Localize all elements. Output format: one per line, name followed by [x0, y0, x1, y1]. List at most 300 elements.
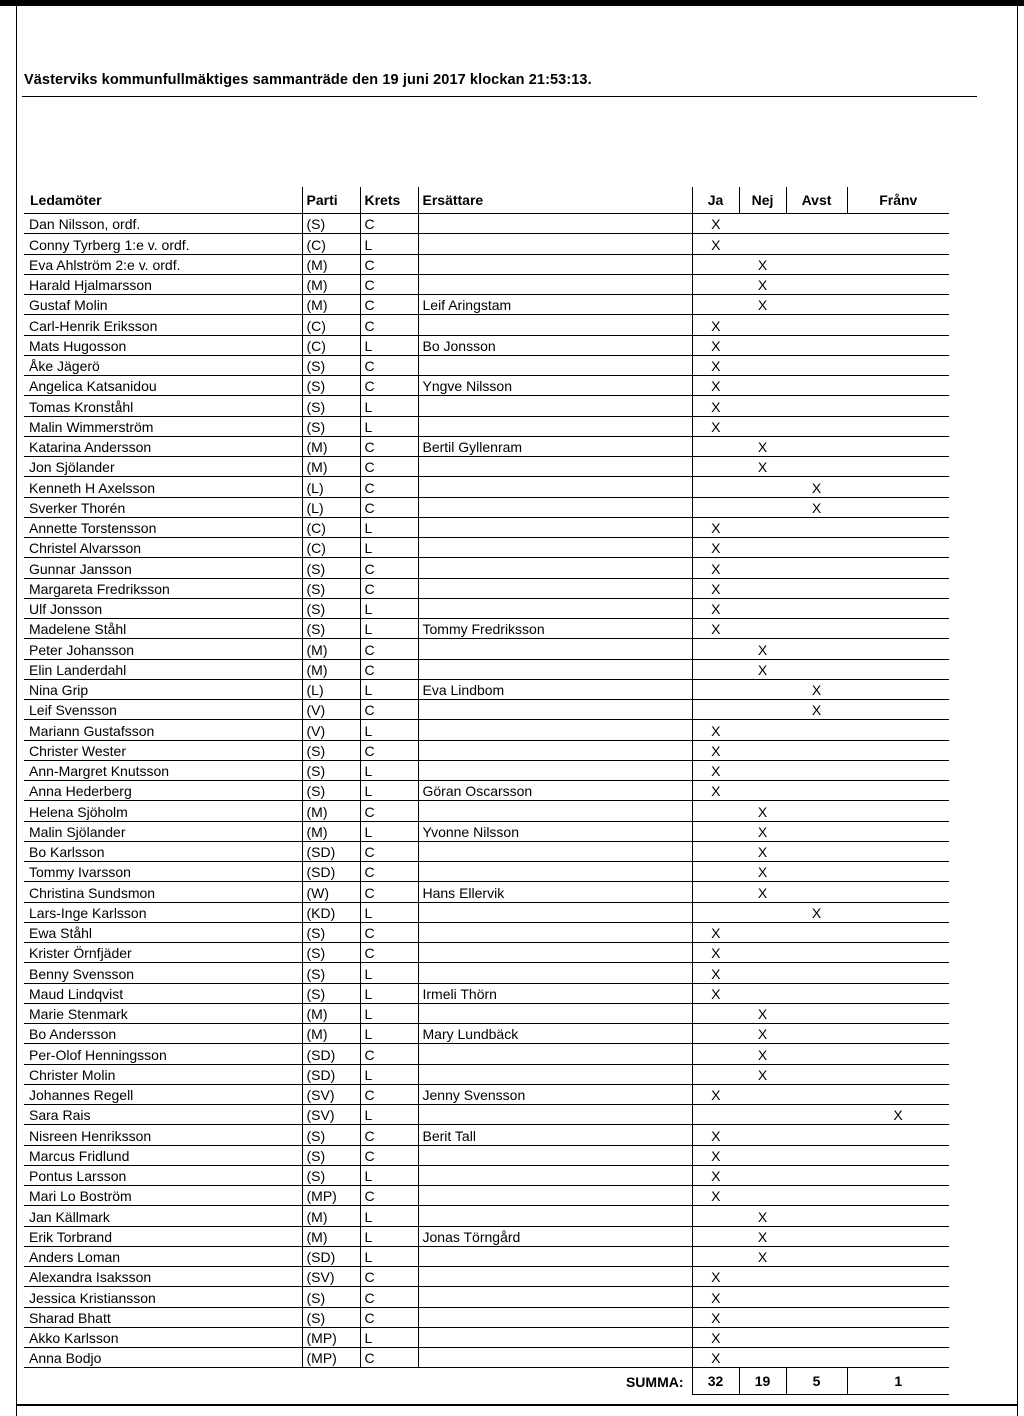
- vote-nej-cell: X: [739, 841, 786, 861]
- vote-avst-cell: [786, 882, 847, 902]
- member-party: (C): [302, 234, 360, 254]
- member-krets: C: [360, 254, 418, 274]
- member-party: (C): [302, 315, 360, 335]
- member-party: (S): [302, 1145, 360, 1165]
- vote-avst-cell: [786, 1084, 847, 1104]
- table-row: [24, 760, 949, 780]
- member-party: (S): [302, 781, 360, 801]
- member-party: (M): [302, 436, 360, 456]
- vote-avst-cell: [786, 335, 847, 355]
- member-name: Christer Wester: [24, 740, 302, 760]
- member-party: (M): [302, 254, 360, 274]
- vote-avst-cell: [786, 416, 847, 436]
- table-row: [24, 1024, 949, 1044]
- vote-avst-cell: X: [786, 679, 847, 699]
- member-name: Bo Andersson: [24, 1024, 302, 1044]
- vote-nej-cell: X: [739, 1246, 786, 1266]
- member-name: Carl-Henrik Eriksson: [24, 315, 302, 335]
- vote-avst-cell: [786, 1165, 847, 1185]
- table-row: [24, 355, 949, 375]
- member-krets: L: [360, 720, 418, 740]
- member-substitute: Leif Aringstam: [418, 295, 692, 315]
- member-party: (M): [302, 659, 360, 679]
- vote-franv-cell: [847, 578, 949, 598]
- member-name: Mats Hugosson: [24, 335, 302, 355]
- table-row: [24, 1287, 949, 1307]
- vote-franv-cell: [847, 801, 949, 821]
- member-party: (MP): [302, 1348, 360, 1368]
- member-substitute: [418, 1348, 692, 1368]
- vote-nej-cell: X: [739, 1024, 786, 1044]
- member-krets: L: [360, 760, 418, 780]
- member-party: (V): [302, 700, 360, 720]
- vote-nej-cell: [739, 234, 786, 254]
- member-party: (M): [302, 1003, 360, 1023]
- vote-franv-cell: [847, 254, 949, 274]
- member-name: Anna Hederberg: [24, 781, 302, 801]
- header-name: Ledamöter: [24, 187, 302, 214]
- member-krets: L: [360, 335, 418, 355]
- vote-avst-cell: [786, 1186, 847, 1206]
- vote-ja-cell: [692, 1064, 739, 1084]
- member-substitute: [418, 639, 692, 659]
- vote-ja-cell: [692, 639, 739, 659]
- vote-franv-cell: [847, 274, 949, 294]
- vote-avst-cell: [786, 619, 847, 639]
- member-name: Johannes Regell: [24, 1084, 302, 1104]
- vote-avst-cell: X: [786, 497, 847, 517]
- vote-franv-cell: [847, 396, 949, 416]
- vote-ja-cell: X: [692, 1165, 739, 1185]
- member-substitute: [418, 1165, 692, 1185]
- vote-ja-cell: [692, 1246, 739, 1266]
- vote-franv-cell: [847, 922, 949, 942]
- vote-avst-cell: [786, 1287, 847, 1307]
- member-name: Dan Nilsson, ordf.: [24, 214, 302, 234]
- vote-ja-cell: X: [692, 619, 739, 639]
- vote-nej-cell: X: [739, 295, 786, 315]
- member-substitute: [418, 558, 692, 578]
- vote-avst-cell: [786, 1348, 847, 1368]
- vote-nej-cell: X: [739, 1206, 786, 1226]
- member-name: Anders Loman: [24, 1246, 302, 1266]
- vote-franv-cell: [847, 1307, 949, 1327]
- vote-avst-cell: [786, 295, 847, 315]
- vote-nej-cell: [739, 497, 786, 517]
- summary-label: SUMMA:: [625, 1373, 684, 1390]
- table-row: [24, 1125, 949, 1145]
- vote-franv-cell: [847, 983, 949, 1003]
- member-substitute: [418, 1246, 692, 1266]
- member-krets: C: [360, 1145, 418, 1165]
- table-row: [24, 882, 949, 902]
- member-krets: C: [360, 882, 418, 902]
- vote-nej-cell: [739, 396, 786, 416]
- member-krets: L: [360, 983, 418, 1003]
- member-krets: C: [360, 315, 418, 335]
- member-name: Jessica Kristiansson: [24, 1287, 302, 1307]
- member-krets: L: [360, 1206, 418, 1226]
- vote-ja-cell: [692, 436, 739, 456]
- member-substitute: [418, 274, 692, 294]
- vote-franv-cell: [847, 416, 949, 436]
- member-substitute: [418, 538, 692, 558]
- member-krets: C: [360, 700, 418, 720]
- vote-nej-cell: X: [739, 639, 786, 659]
- table-row: [24, 983, 949, 1003]
- member-party: (SV): [302, 1084, 360, 1104]
- member-name: Pontus Larsson: [24, 1165, 302, 1185]
- vote-ja-cell: X: [692, 315, 739, 335]
- member-party: (M): [302, 821, 360, 841]
- summary-nej: 19: [739, 1368, 786, 1395]
- vote-ja-cell: X: [692, 922, 739, 942]
- vote-avst-cell: [786, 396, 847, 416]
- vote-nej-cell: [739, 922, 786, 942]
- member-party: (S): [302, 376, 360, 396]
- member-krets: L: [360, 821, 418, 841]
- member-name: Marcus Fridlund: [24, 1145, 302, 1165]
- member-name: Tommy Ivarsson: [24, 862, 302, 882]
- table-row: [24, 821, 949, 841]
- vote-ja-cell: [692, 274, 739, 294]
- member-name: Angelica Katsanidou: [24, 376, 302, 396]
- vote-nej-cell: [739, 376, 786, 396]
- vote-nej-cell: [739, 1186, 786, 1206]
- member-name: Jan Källmark: [24, 1206, 302, 1226]
- member-substitute: [418, 1186, 692, 1206]
- member-name: Sara Rais: [24, 1105, 302, 1125]
- vote-avst-cell: [786, 558, 847, 578]
- vote-franv-cell: [847, 862, 949, 882]
- member-krets: C: [360, 558, 418, 578]
- vote-avst-cell: [786, 1267, 847, 1287]
- vote-franv-cell: [847, 497, 949, 517]
- member-party: (SV): [302, 1105, 360, 1125]
- vote-nej-cell: [739, 1307, 786, 1327]
- member-krets: L: [360, 1327, 418, 1347]
- table-row: [24, 1105, 949, 1125]
- table-row: [24, 841, 949, 861]
- vote-franv-cell: [847, 1267, 949, 1287]
- vote-ja-cell: X: [692, 1125, 739, 1145]
- vote-avst-cell: [786, 740, 847, 760]
- member-substitute: [418, 700, 692, 720]
- member-substitute: Mary Lundbäck: [418, 1024, 692, 1044]
- member-krets: L: [360, 1226, 418, 1246]
- member-name: Annette Torstensson: [24, 517, 302, 537]
- member-substitute: [418, 396, 692, 416]
- vote-nej-cell: [739, 983, 786, 1003]
- member-party: (S): [302, 983, 360, 1003]
- member-substitute: [418, 963, 692, 983]
- member-krets: L: [360, 1003, 418, 1023]
- member-krets: C: [360, 436, 418, 456]
- header-franv: Frånv: [847, 187, 949, 214]
- vote-franv-cell: [847, 1165, 949, 1185]
- vote-ja-cell: [692, 477, 739, 497]
- member-party: (S): [302, 396, 360, 416]
- member-party: (C): [302, 335, 360, 355]
- member-party: (M): [302, 1206, 360, 1226]
- vote-ja-cell: X: [692, 355, 739, 375]
- member-party: (M): [302, 457, 360, 477]
- vote-ja-cell: X: [692, 214, 739, 234]
- member-krets: L: [360, 902, 418, 922]
- member-name: Erik Torbrand: [24, 1226, 302, 1246]
- member-krets: C: [360, 214, 418, 234]
- vote-franv-cell: [847, 1246, 949, 1266]
- vote-nej-cell: [739, 1145, 786, 1165]
- member-name: Margareta Fredriksson: [24, 578, 302, 598]
- member-substitute: [418, 517, 692, 537]
- vote-nej-cell: [739, 578, 786, 598]
- member-party: (C): [302, 517, 360, 537]
- table-row: [24, 619, 949, 639]
- vote-avst-cell: X: [786, 902, 847, 922]
- vote-ja-cell: [692, 821, 739, 841]
- member-krets: C: [360, 1348, 418, 1368]
- member-name: Gunnar Jansson: [24, 558, 302, 578]
- vote-nej-cell: X: [739, 659, 786, 679]
- member-name: Sharad Bhatt: [24, 1307, 302, 1327]
- vote-nej-cell: [739, 1348, 786, 1368]
- member-party: (S): [302, 922, 360, 942]
- vote-avst-cell: [786, 781, 847, 801]
- member-name: Sverker Thorén: [24, 497, 302, 517]
- member-substitute: [418, 1206, 692, 1226]
- member-name: Ulf Jonsson: [24, 598, 302, 618]
- member-krets: L: [360, 963, 418, 983]
- member-party: (L): [302, 477, 360, 497]
- table-row: [24, 1084, 949, 1104]
- vote-ja-cell: [692, 882, 739, 902]
- member-krets: L: [360, 1165, 418, 1185]
- header-row: [24, 187, 949, 214]
- member-party: (M): [302, 639, 360, 659]
- member-name: Christina Sundsmon: [24, 882, 302, 902]
- table-row: [24, 517, 949, 537]
- member-name: Gustaf Molin: [24, 295, 302, 315]
- member-krets: C: [360, 1084, 418, 1104]
- member-krets: L: [360, 619, 418, 639]
- member-party: (S): [302, 1165, 360, 1185]
- vote-ja-cell: [692, 862, 739, 882]
- table-row: [24, 396, 949, 416]
- member-krets: C: [360, 740, 418, 760]
- summary-avst: 5: [786, 1368, 847, 1395]
- vote-ja-cell: X: [692, 1327, 739, 1347]
- member-krets: C: [360, 1044, 418, 1064]
- table-row: [24, 740, 949, 760]
- vote-nej-cell: [739, 315, 786, 335]
- member-party: (SD): [302, 1044, 360, 1064]
- member-substitute: [418, 1145, 692, 1165]
- vote-franv-cell: [847, 355, 949, 375]
- member-party: (M): [302, 1024, 360, 1044]
- vote-avst-cell: [786, 538, 847, 558]
- member-name: Mari Lo Boström: [24, 1186, 302, 1206]
- member-name: Peter Johansson: [24, 639, 302, 659]
- table-row: [24, 1145, 949, 1165]
- vote-avst-cell: [786, 841, 847, 861]
- member-name: Jon Sjölander: [24, 457, 302, 477]
- vote-franv-cell: [847, 234, 949, 254]
- vote-nej-cell: X: [739, 436, 786, 456]
- vote-franv-cell: [847, 659, 949, 679]
- vote-ja-cell: [692, 457, 739, 477]
- vote-franv-cell: [847, 1186, 949, 1206]
- table-row: [24, 538, 949, 558]
- member-party: (V): [302, 720, 360, 740]
- table-row: [24, 376, 949, 396]
- table-row: [24, 295, 949, 315]
- member-krets: C: [360, 295, 418, 315]
- member-party: (W): [302, 882, 360, 902]
- member-substitute: [418, 598, 692, 618]
- member-party: (L): [302, 679, 360, 699]
- vote-nej-cell: [739, 700, 786, 720]
- vote-franv-cell: [847, 538, 949, 558]
- vote-avst-cell: [786, 214, 847, 234]
- member-krets: L: [360, 679, 418, 699]
- member-substitute: [418, 234, 692, 254]
- member-party: (S): [302, 619, 360, 639]
- vote-avst-cell: [786, 355, 847, 375]
- member-krets: C: [360, 578, 418, 598]
- document-title: Västerviks kommunfullmäktiges sammanträde den 19 juni 2017 klockan 21:53:13.: [24, 72, 592, 88]
- member-krets: C: [360, 943, 418, 963]
- vote-nej-cell: X: [739, 882, 786, 902]
- vote-ja-cell: [692, 1003, 739, 1023]
- member-krets: C: [360, 355, 418, 375]
- member-name: Benny Svensson: [24, 963, 302, 983]
- member-substitute: [418, 1267, 692, 1287]
- member-name: Eva Ahlström 2:e v. ordf.: [24, 254, 302, 274]
- vote-nej-cell: [739, 619, 786, 639]
- vote-franv-cell: [847, 781, 949, 801]
- member-substitute: [418, 457, 692, 477]
- member-substitute: [418, 902, 692, 922]
- vote-franv-cell: [847, 1327, 949, 1347]
- member-substitute: [418, 477, 692, 497]
- member-krets: L: [360, 1246, 418, 1266]
- table-row: [24, 1327, 949, 1347]
- vote-nej-cell: [739, 760, 786, 780]
- member-krets: L: [360, 781, 418, 801]
- vote-nej-cell: [739, 214, 786, 234]
- summary-franv: 1: [847, 1368, 949, 1395]
- vote-nej-cell: [739, 558, 786, 578]
- member-name: Maud Lindqvist: [24, 983, 302, 1003]
- vote-franv-cell: [847, 1044, 949, 1064]
- header-avst: Avst: [786, 187, 847, 214]
- vote-avst-cell: [786, 254, 847, 274]
- vote-ja-cell: [692, 497, 739, 517]
- member-name: Kenneth H Axelsson: [24, 477, 302, 497]
- vote-franv-cell: [847, 841, 949, 861]
- vote-franv-cell: [847, 700, 949, 720]
- vote-nej-cell: X: [739, 862, 786, 882]
- table-row: [24, 1307, 949, 1327]
- summary-row: [24, 1368, 949, 1395]
- table-row: [24, 315, 949, 335]
- vote-ja-cell: [692, 295, 739, 315]
- vote-franv-cell: [847, 1084, 949, 1104]
- member-substitute: [418, 315, 692, 335]
- vote-avst-cell: X: [786, 477, 847, 497]
- member-name: Åke Jägerö: [24, 355, 302, 375]
- header-substitute: Ersättare: [418, 187, 692, 214]
- vote-ja-cell: X: [692, 598, 739, 618]
- member-party: (S): [302, 760, 360, 780]
- table-row: [24, 1003, 949, 1023]
- member-substitute: [418, 497, 692, 517]
- vote-nej-cell: [739, 963, 786, 983]
- vote-franv-cell: [847, 760, 949, 780]
- table-row: [24, 254, 949, 274]
- vote-nej-cell: [739, 598, 786, 618]
- member-party: (SD): [302, 862, 360, 882]
- member-krets: L: [360, 598, 418, 618]
- vote-nej-cell: [739, 538, 786, 558]
- member-name: Malin Sjölander: [24, 821, 302, 841]
- table-row: [24, 700, 949, 720]
- member-name: Alexandra Isaksson: [24, 1267, 302, 1287]
- member-substitute: [418, 801, 692, 821]
- vote-franv-cell: [847, 598, 949, 618]
- vote-avst-cell: [786, 1206, 847, 1226]
- vote-ja-cell: [692, 841, 739, 861]
- vote-ja-cell: X: [692, 1267, 739, 1287]
- vote-ja-cell: X: [692, 1145, 739, 1165]
- member-substitute: [418, 1307, 692, 1327]
- member-party: (S): [302, 1307, 360, 1327]
- table-row: [24, 1348, 949, 1368]
- vote-franv-cell: [847, 943, 949, 963]
- vote-avst-cell: [786, 436, 847, 456]
- member-substitute: [418, 922, 692, 942]
- vote-franv-cell: [847, 558, 949, 578]
- member-krets: C: [360, 274, 418, 294]
- member-krets: L: [360, 538, 418, 558]
- vote-franv-cell: [847, 963, 949, 983]
- vote-franv-cell: X: [847, 1105, 949, 1125]
- member-substitute: [418, 943, 692, 963]
- summary-ja: 32: [692, 1368, 739, 1395]
- member-krets: L: [360, 1024, 418, 1044]
- vote-ja-cell: X: [692, 983, 739, 1003]
- vote-ja-cell: [692, 700, 739, 720]
- member-substitute: [418, 254, 692, 274]
- table-row: [24, 659, 949, 679]
- member-krets: L: [360, 517, 418, 537]
- vote-nej-cell: X: [739, 1226, 786, 1246]
- member-party: (S): [302, 416, 360, 436]
- vote-nej-cell: [739, 740, 786, 760]
- member-substitute: Irmeli Thörn: [418, 983, 692, 1003]
- vote-ja-cell: X: [692, 1186, 739, 1206]
- member-name: Madelene Ståhl: [24, 619, 302, 639]
- member-krets: L: [360, 234, 418, 254]
- vote-ja-cell: [692, 801, 739, 821]
- member-party: (SD): [302, 1246, 360, 1266]
- vote-avst-cell: [786, 821, 847, 841]
- table-row: [24, 416, 949, 436]
- vote-avst-cell: [786, 1307, 847, 1327]
- header-party: Parti: [302, 187, 360, 214]
- member-party: (SD): [302, 1064, 360, 1084]
